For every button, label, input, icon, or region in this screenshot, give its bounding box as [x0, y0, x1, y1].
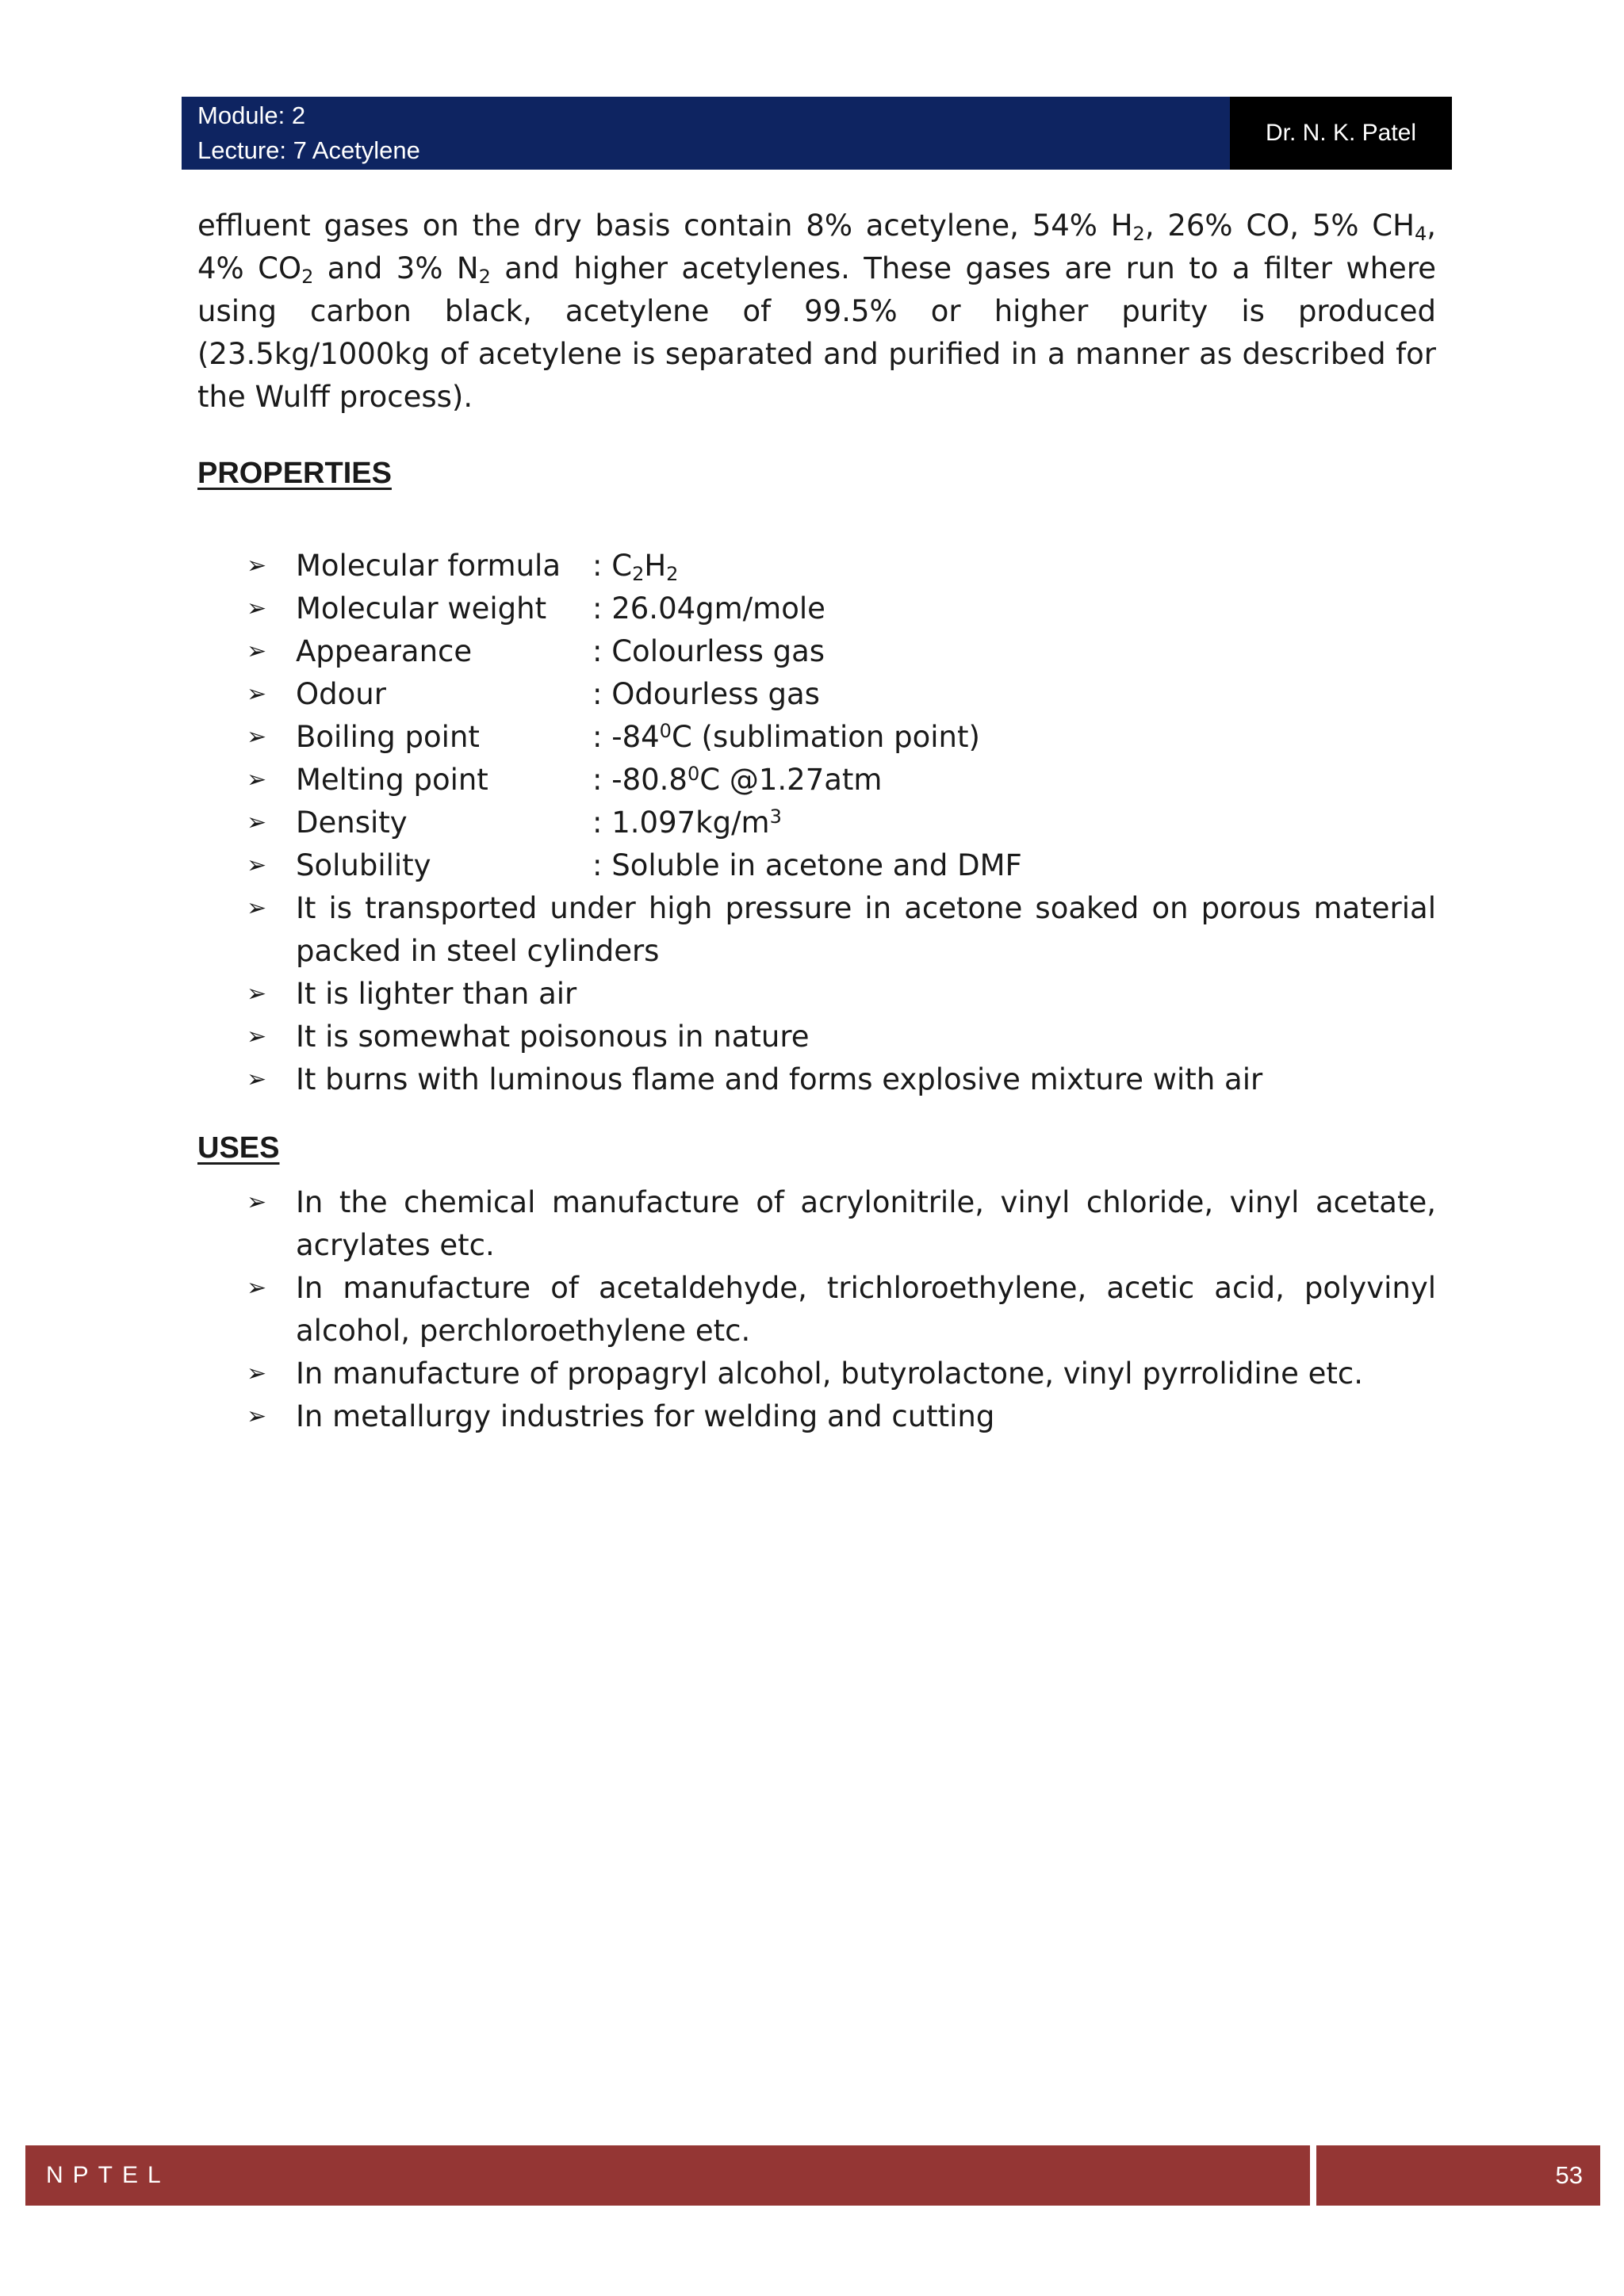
property-value-part: : -84 — [592, 720, 660, 754]
arrow-bullet-icon: ➢ — [247, 1402, 267, 1430]
property-value-part: : 1.097kg/m — [592, 806, 770, 840]
property-item — [197, 759, 1436, 802]
property-label: Solubility — [296, 848, 431, 882]
properties-list — [197, 545, 1436, 1101]
arrow-bullet-icon: ➢ — [247, 851, 267, 879]
property-value: : Soluble in acetone and DMF — [592, 848, 1022, 882]
arrow-bullet-icon: ➢ — [247, 1360, 267, 1387]
property-label: Boiling point — [296, 720, 480, 754]
property-note — [197, 973, 1436, 1016]
property-note-text: It is lighter than air — [296, 977, 577, 1011]
header-author: Dr. N. K. Patel — [1230, 97, 1452, 170]
property-value-sup: 3 — [769, 806, 782, 828]
property-item — [197, 802, 1436, 844]
use-item — [197, 1267, 1436, 1353]
use-item-text: In the chemical manufacture of acrylonitrile, vinyl chloride, vinyl acetate, acrylates etc. — [296, 1185, 1436, 1262]
page-number: 53 — [1316, 2145, 1600, 2206]
property-value — [592, 720, 980, 754]
intro-sub-3: 2 — [301, 266, 314, 288]
property-value-sub: 2 — [632, 563, 645, 585]
property-note — [197, 887, 1436, 973]
property-label: Appearance — [296, 634, 473, 668]
intro-text-5: and higher acetylenes. These gases are run to a filter where using carbon black, acetylene of 99.5% or higher purity is produced (23.5kg/1000kg of acetylene is separated and purified in a manner as described for the Wulff process). — [197, 251, 1436, 414]
property-label: Melting point — [296, 763, 488, 797]
arrow-bullet-icon: ➢ — [247, 809, 267, 836]
property-label: Molecular formula — [296, 549, 561, 583]
use-item-text: In manufacture of acetaldehyde, trichloroethylene, acetic acid, polyvinyl alcohol, perchloroethylene etc. — [296, 1271, 1436, 1348]
arrow-bullet-icon: ➢ — [247, 980, 267, 1008]
property-value — [592, 549, 678, 583]
property-value-sup: 0 — [659, 720, 672, 742]
property-item — [197, 844, 1436, 887]
property-value-part: : C — [592, 549, 633, 583]
property-value: : 26.04gm/mole — [592, 591, 825, 626]
properties-heading: PROPERTIES — [197, 457, 392, 490]
intro-text-3: , 4% CO — [197, 209, 1436, 285]
property-value — [592, 806, 782, 840]
property-note-text: It is somewhat poisonous in nature — [296, 1020, 810, 1054]
property-value: : Odourless gas — [592, 677, 820, 711]
arrow-bullet-icon: ➢ — [247, 723, 267, 751]
arrow-bullet-icon: ➢ — [247, 1274, 267, 1302]
property-value-part: C (sublimation point) — [671, 720, 980, 754]
use-item-text: In metallurgy industries for welding and cutting — [296, 1399, 995, 1433]
header-module-box — [182, 97, 1230, 170]
use-item-text: In manufacture of propagryl alcohol, butyrolactone, vinyl pyrrolidine etc. — [296, 1357, 1364, 1391]
property-item — [197, 545, 1436, 587]
arrow-bullet-icon: ➢ — [247, 1188, 267, 1216]
property-value-part: C @1.27atm — [699, 763, 883, 797]
arrow-bullet-icon: ➢ — [247, 766, 267, 794]
arrow-bullet-icon: ➢ — [247, 680, 267, 708]
property-item — [197, 587, 1436, 630]
header-lecture: Lecture: 7 Acetylene — [197, 136, 420, 164]
property-note-text: It burns with luminous flame and forms explosive mixture with air — [296, 1062, 1263, 1096]
page-content — [197, 205, 1436, 1438]
intro-sub-4: 2 — [478, 266, 491, 288]
property-item — [197, 716, 1436, 759]
property-value-sub: 2 — [666, 563, 679, 585]
intro-sub-1: 2 — [1132, 223, 1145, 245]
property-value-part: : -80.8 — [592, 763, 688, 797]
property-note — [197, 1016, 1436, 1058]
intro-sub-2: 4 — [1414, 223, 1427, 245]
property-label: Odour — [296, 677, 386, 711]
page-header — [182, 97, 1452, 170]
arrow-bullet-icon: ➢ — [247, 595, 267, 622]
arrow-bullet-icon: ➢ — [247, 552, 267, 580]
arrow-bullet-icon: ➢ — [247, 1066, 267, 1093]
intro-text-2: , 26% CO, 5% CH — [1144, 209, 1415, 243]
uses-list — [197, 1181, 1436, 1438]
property-item — [197, 673, 1436, 716]
property-note-text: It is transported under high pressure in acetone soaked on porous material packed in steel cylinders — [296, 891, 1436, 968]
property-note — [197, 1058, 1436, 1101]
property-label: Density — [296, 806, 408, 840]
arrow-bullet-icon: ➢ — [247, 637, 267, 665]
use-item — [197, 1395, 1436, 1438]
property-item — [197, 630, 1436, 673]
property-value-part: H — [644, 549, 667, 583]
arrow-bullet-icon: ➢ — [247, 894, 267, 922]
uses-heading: USES — [197, 1131, 280, 1165]
header-module: Module: 2 — [197, 101, 306, 129]
intro-text-4: and 3% N — [313, 251, 479, 285]
property-value: : Colourless gas — [592, 634, 825, 668]
property-value-sup: 0 — [687, 763, 700, 785]
use-item — [197, 1353, 1436, 1395]
footer-nptel: NPTEL — [25, 2145, 1310, 2206]
property-value — [592, 763, 882, 797]
intro-paragraph — [197, 205, 1436, 419]
arrow-bullet-icon: ➢ — [247, 1023, 267, 1050]
property-label: Molecular weight — [296, 591, 547, 626]
intro-text-1: effluent gases on the dry basis contain 8% acetylene, 54% H — [197, 209, 1133, 243]
use-item — [197, 1181, 1436, 1267]
